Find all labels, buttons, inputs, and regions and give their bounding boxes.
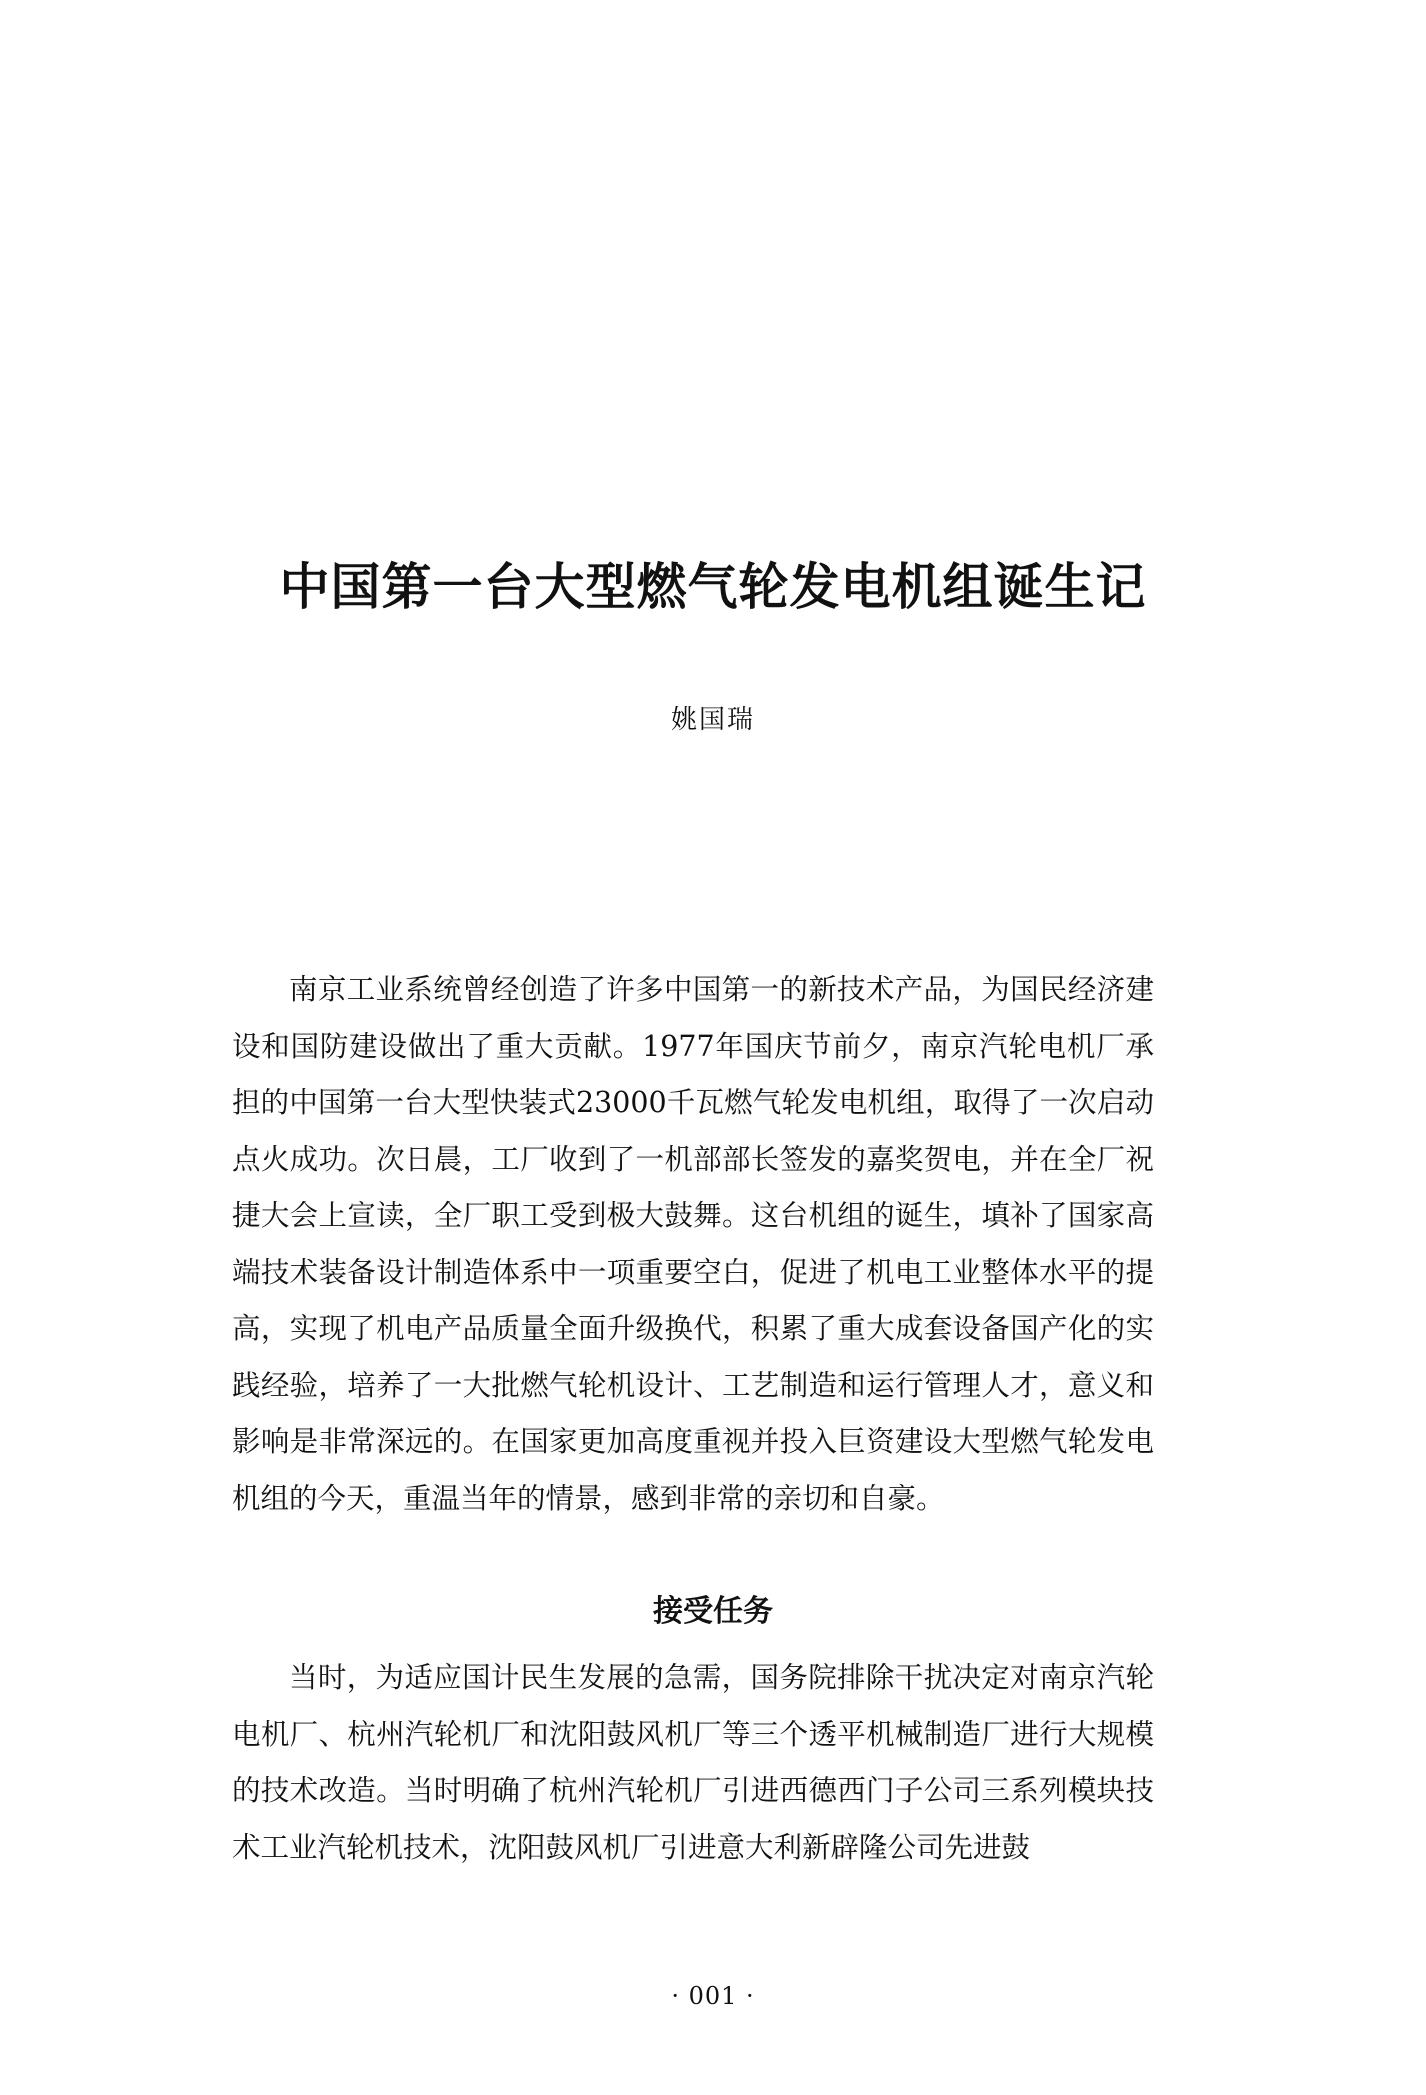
body-paragraph: 南京工业系统曾经创造了许多中国第一的新技术产品，为国民经济建设和国防建设做出了重大贡献。1977年国庆节前夕，南京汽轮电机厂承担的中国第一台大型快装式23000千瓦燃气轮发电机组，取得了一次启动点火成功。次日晨，工厂收到了一机部部长签发的嘉奖贺电，并在全厂祝捷大会上宣读，全厂职工受到极大鼓舞。这台机组的诞生，填补了国家高端技术装备设计制造体系中一项重要空白，促进了机电工业整体水平的提高，实现了机电产品质量全面升级换代，积累了重大成套设备国产化的实践经验，培养了一大批燃气轮机设计、工艺制造和运行管理人才，意义和影响是非常深远的。在国家更加高度重视并投入巨资建设大型燃气轮发电机组的今天，重温当年的情景，感到非常的亲切和自豪。 bbox=[232, 973, 1154, 1515]
body-paragraph: 当时，为适应国计民生发展的急需，国务院排除干扰决定对南京汽轮电机厂、杭州汽轮机厂和沈阳鼓风机厂等三个透平机械制造厂进行大规模的技术改造。当时明确了杭州汽轮机厂引进西德西门子公司三系列模块技术工业汽轮机技术，沈阳鼓风机厂引进意大利新辟隆公司先进鼓 bbox=[232, 1661, 1154, 1864]
article-title: 中国第一台大型燃气轮发电机组诞生记 bbox=[279, 558, 1147, 616]
author-name: 姚国瑞 bbox=[670, 705, 755, 735]
section-heading: 接受任务 bbox=[653, 1594, 773, 1629]
section-paragraph-block bbox=[232, 1650, 1154, 1876]
page-number: · 001 · bbox=[671, 1982, 755, 2010]
intro-paragraph-block bbox=[232, 962, 1154, 1527]
